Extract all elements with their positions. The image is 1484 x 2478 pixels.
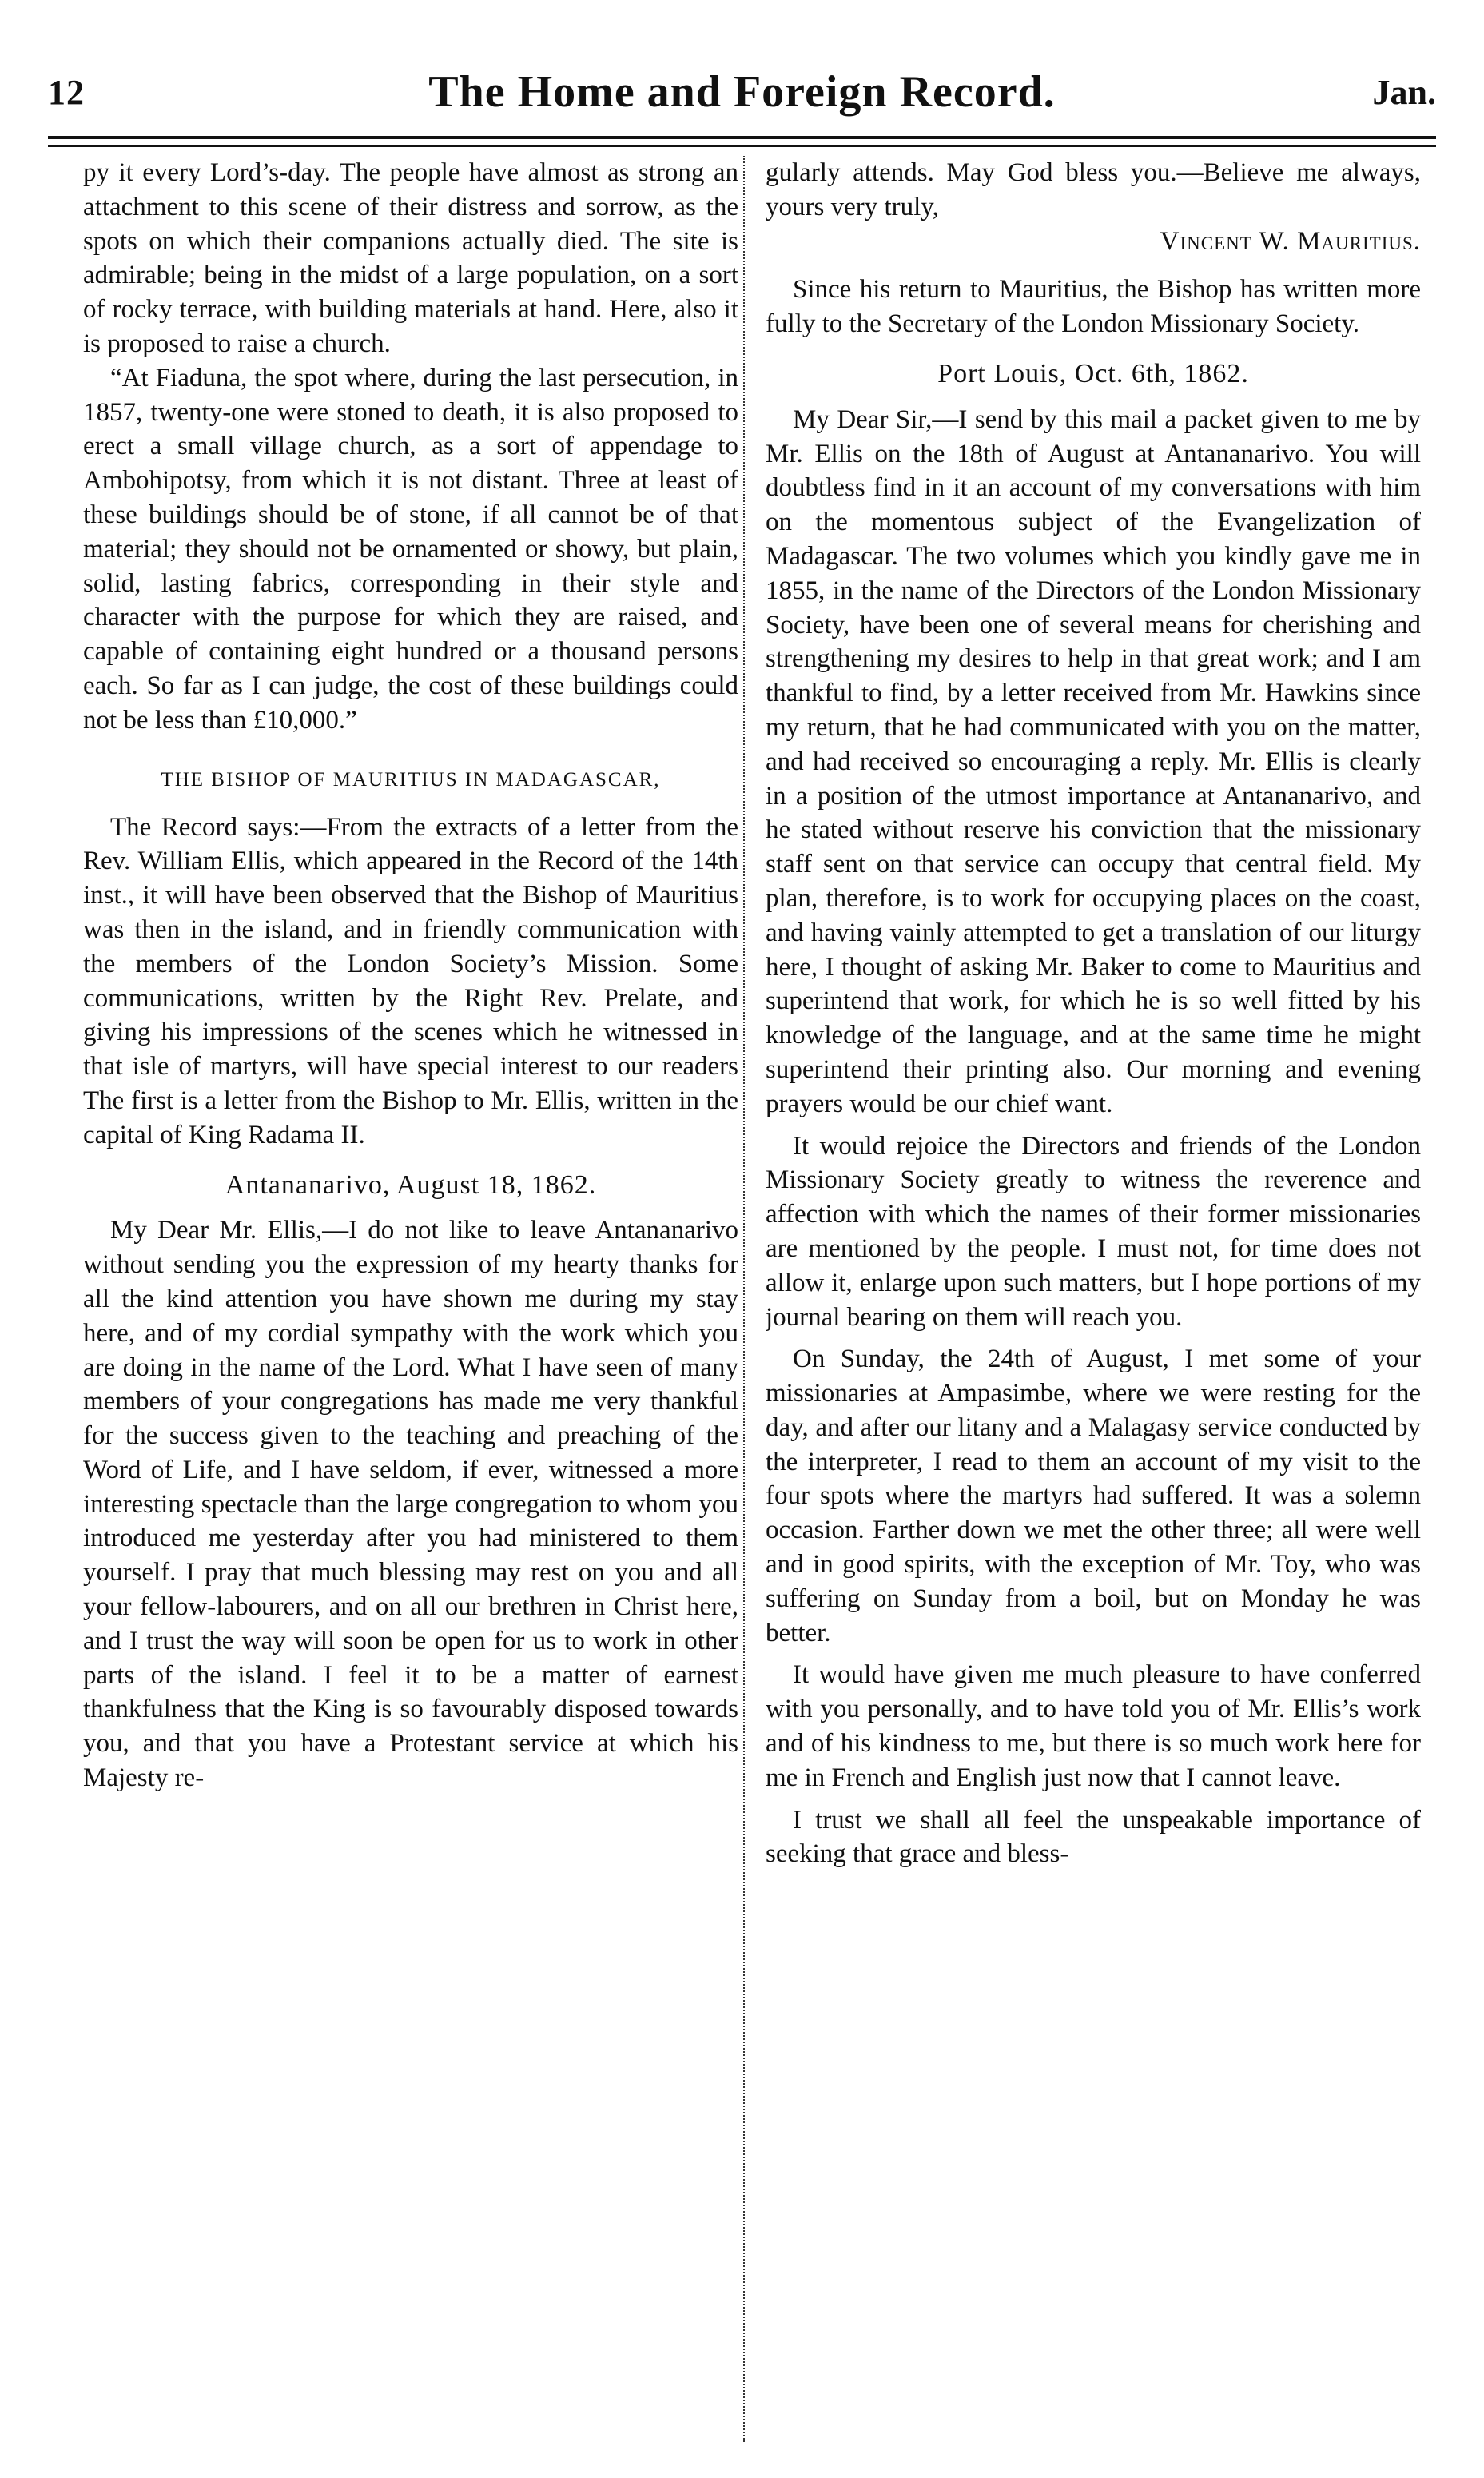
right-paragraph-4: It would rejoice the Directors and friends of the London Missionary Society greatly to witness the reverence and affection with which the names of their former missionaries are mentioned by the people. I must not, for time does not allow it, enlarge upon such matters, but I hope portions of my journal bearing on them will reach you. [766,1131,1421,1332]
issue-month: Jan. [1372,72,1436,112]
right-paragraph-1: gularly attends. May God bless you.—Believe me always, yours very truly, [766,158,1421,221]
right-dateline: Port Louis, Oct. 6th, 1862. [937,358,1249,388]
signature: Vincent W. Mauritius. [1160,226,1421,256]
left-paragraph-3: The Record says:—From the extracts of a letter from the Rev. William Ellis, which appeared in the Record of the 14th inst., it will have been observed that the Bishop of Mauritius was then in the island, and in friendly communication with the members of the London Society’s Mission. Some communications, written by the Right Rev. Prelate, and giving his impressions of the scenes which he witnessed in that isle of martyrs, will have special interest to our readers The first is a letter from the Bishop to Mr. Ellis, written in the capital of King Radama II. [83,812,738,1149]
left-paragraph-4: My Dear Mr. Ellis,—I do not like to leave Antananarivo without sending you the expression of my hearty thanks for all the kind attention you have shown me during my stay here, and of my cordial sympathy with the work which you are doing in the name of the Lord. What I have seen of many members of your congregations has made me very thankful for the success given to the teaching and preaching of the Word of Life, and I have seldom, if ever, witnessed a more interesting spectacle than the large congregation to whom you introduced me yesterday after you had ministered to them yourself. I pray that much blessing may rest on you and all your fellow-labourers, and on all our brethren in Christ here, and I trust the way will soon be open for us to work in other parts of the island. I feel it to be a matter of earnest thankfulness that the King is so favourably disposed towards you, and that you have a Protestant service at which his Majesty re- [83,1216,738,1793]
page-header [48,59,1436,125]
journal-title: The Home and Foreign Record. [428,67,1056,117]
right-column [766,156,1421,2442]
section-title: THE BISHOP OF MAURITIUS IN MADAGASCAR, [161,768,661,791]
left-column [83,156,738,2442]
right-paragraph-5: On Sunday, the 24th of August, I met some of your missionaries at Ampasimbe, where we were resting for the day, and after our litany and a Malagasy service conducted by the interpreter, I read to them an account of my visit to the four spots where the martyrs had suffered. It was a solemn occasion. Farther down we met the other three; all were well and in good spirits, with the exception of Mr. Toy, who was suffering on Sunday from a boil, but on Monday he was better. [766,1345,1421,1647]
left-paragraph-1: py it every Lord’s-day. The people have almost as strong an attachment to this scene of their distress and sorrow, as the spots on which their companions actually died. The site is admirable; being in the midst of a large population, on a sort of rocky terrace, with building materials at hand. Here, also it is proposed to raise a church. [83,158,738,358]
right-paragraph-3: My Dear Sir,—I send by this mail a packet given to me by Mr. Ellis on the 18th of August at Antananarivo. You will doubtless find in it an account of my conversations with him on the momentous subject of the Evangelization of Madagascar. The two volumes which you kindly gave me in 1855, in the name of the Directors of the London Missionary Society, have been one of several means for cherishing and strengthening my desires to help in that great work; and I am thankful to find, by a letter received from Mr. Hawkins since my return, that he had communicated with you on the matter, and had received so encouraging a reply. Mr. Ellis is clearly in a position of the utmost importance at Antananarivo, and he stated without reserve his conviction that the missionary staff sent on that service can occupy that central field. My plan, therefore, is to work for occupying places on the coast, and having vainly attempted to get a translation of our liturgy here, I thought of asking Mr. Baker to come to Mauritius and superintend that work, for which he is so well fitted by his knowledge of the language, and at the same time he might superintend their printing also. Our morning and evening prayers would be our chief want. [766,404,1421,1118]
left-dateline: Antananarivo, August 18, 1862. [225,1169,597,1200]
header-rule [48,136,1436,147]
right-paragraph-7: I trust we shall all feel the unspeakable importance of seeking that grace and bless- [766,1805,1421,1869]
right-paragraph-6: It would have given me much pleasure to have conferred with you personally, and to have told you of Mr. Ellis’s work and of his kindness to me, but there is so much work here for me in French and English just now that I cannot leave. [766,1660,1421,1792]
right-paragraph-2: Since his return to Mauritius, the Bishop has written more fully to the Secretary of the London Missionary Society. [766,275,1421,339]
column-divider [743,156,745,2442]
page-number: 12 [48,72,85,112]
left-paragraph-2: “At Fiaduna, the spot where, during the last persecution, in 1857, twenty-one were stoned to death, it is also proposed to erect a small village church, as a sort of appendage to Ambohipotsy, from which it is not distant. Three at least of these buildings should be of stone, if all cannot be of that material; they should not be ornamented or showy, but plain, solid, lasting fabrics, corresponding in their style and character with the purpose for which they are raised, and capable of containing eight hundred or a thousand persons each. So far as I can judge, the cost of these buildings could not be less than £10,000.” [83,363,738,735]
